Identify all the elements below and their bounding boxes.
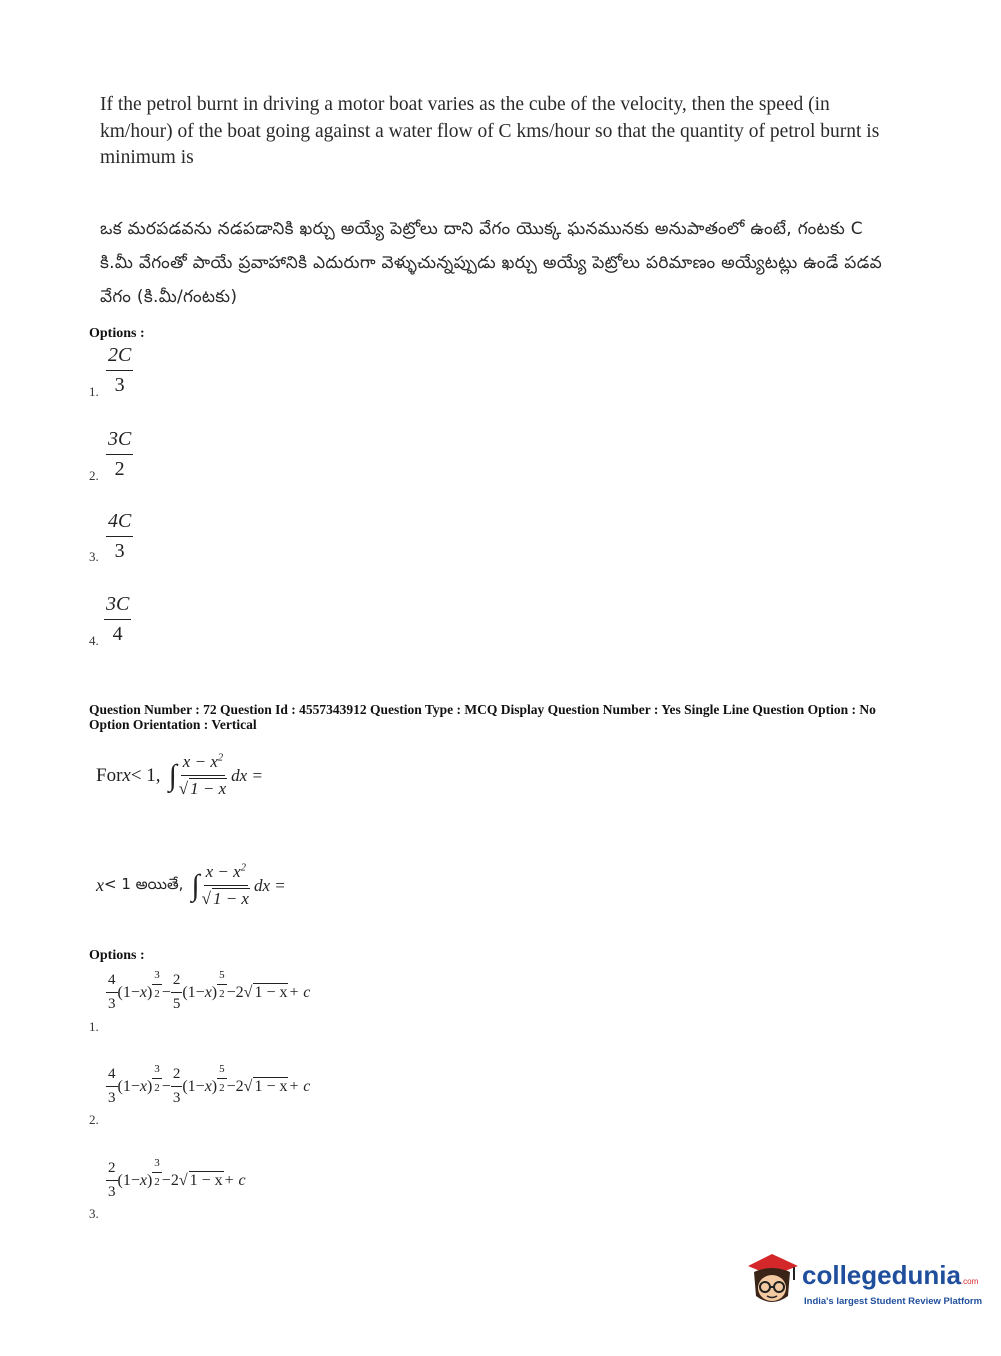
option-4-value: $\frac{3C}{4}$ (106, 593, 130, 645)
logo-name: collegedunia (802, 1260, 961, 1290)
integral-option-3: $\frac{2}{3}$ (1− x ) $\frac{3}{2}$ − 2 √ 1 − x + c (108, 1157, 246, 1200)
integral-sign: ∫ (168, 758, 177, 792)
option-2-number: 2. (89, 468, 99, 483)
collegedunia-logo[interactable] (742, 1250, 983, 1320)
question-text-english: If the petrol burnt in driving a motor boat varies as the cube of the velocity, then the speed (in km/hour) of the boat going against a water flow of C kms/hour so that the quantity of petrol burnt is minimum is (100, 94, 880, 168)
logo-suffix: .com (960, 1277, 979, 1286)
mascot-icon (742, 1250, 802, 1310)
logo-tagline: India's largest Student Review Platform (804, 1296, 983, 1307)
option-4-number: 4. (89, 633, 99, 648)
options-label-2: Options : (89, 948, 145, 963)
integral-option-1: $\frac{4}{3}$ (1− x ) $\frac{3}{2}$ − $\frac{2}{5}$ (1− x ) $\frac{5}{2}$ − 2 √ 1 − x + c (108, 969, 311, 1012)
integral-option-2-number: 2. (89, 1112, 99, 1127)
integral-option-2: $\frac{4}{3}$ (1− x ) $\frac{3}{2}$ − $\frac{2}{3}$ (1− x ) $\frac{5}{2}$ − 2 √ 1 − x + c (108, 1063, 311, 1106)
question-meta: Question Number : 72 Question Id : 4557343912 Question Type : MCQ Display Question Number : Yes Single Line Question Option : No Option Orientation : Vertical (89, 702, 876, 732)
prompt-english: For x < 1, ∫ $\frac{x - x^2}{√ 1 - x}$ dx = (96, 752, 263, 798)
option-3-number: 3. (89, 549, 99, 564)
option-3-value: $\frac{4C}{3}$ (108, 510, 132, 562)
option-1-value: $\frac{2C}{3}$ (108, 344, 132, 396)
prompt-telugu: x < 1 అయితే, ∫ $\frac{x - x^2}{√ 1 - x}$ dx = (96, 862, 286, 908)
question-text-telugu: ఒక మరపడవను నడపడానికి ఖర్చు అయ్యే పెట్రోలు దాని వేగం యొక్క ఘనమునకు అనుపాతంలో ఉంటే, గంటకు C కి.మీ వేగంతో పాయే ప్రవాహానికి ఎదురుగా వెళ్ళుచున్నప్పుడు ఖర్చు అయ్యే పెట్రోలు పరిమాణం అయ్యేటట్లు ఉండే పడవ వేగం (కి.మీ/గంటకు) (100, 219, 882, 307)
integral-option-3-number: 3. (89, 1206, 99, 1221)
options-label: Options : (89, 326, 145, 341)
option-2-value: $\frac{3C}{2}$ (108, 428, 132, 480)
integral-option-1-number: 1. (89, 1019, 99, 1034)
option-1-number: 1. (89, 384, 99, 399)
